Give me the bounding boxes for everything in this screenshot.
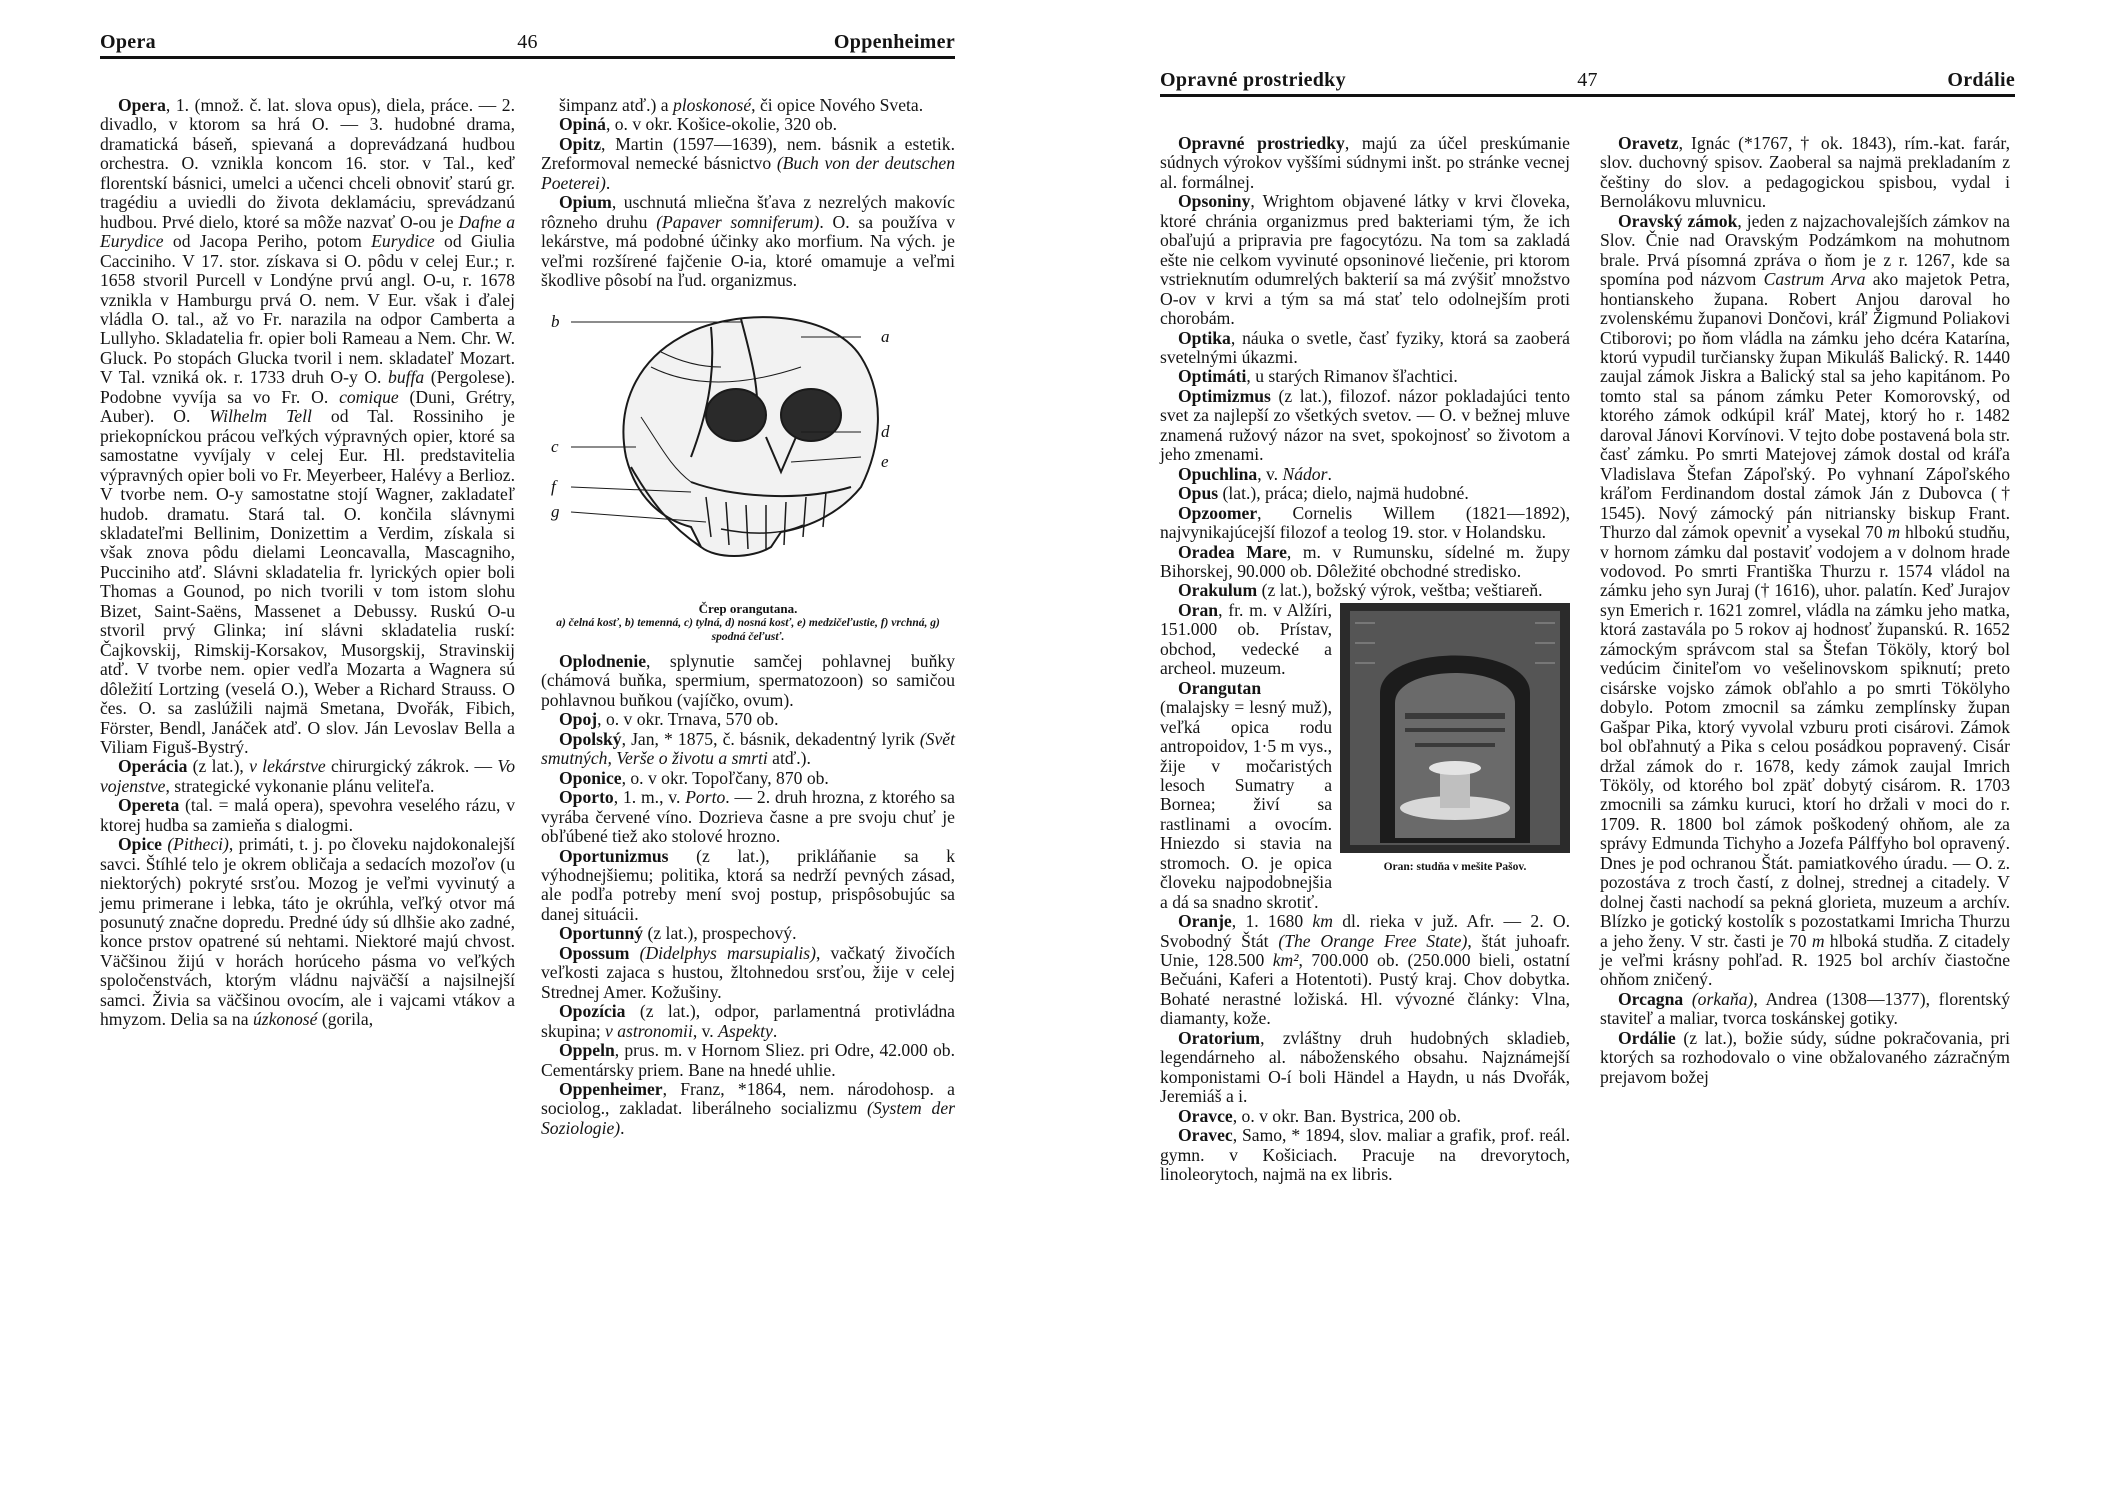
entry: Oradea Mare, m. v Rumunsku, sídelné m. župy Bihorskej, 90.000 ob. Dôležité obchodné stredisko. bbox=[1160, 541, 1570, 581]
entry: Orakulum (z lat.), božský výrok, veštba; veštiareň. bbox=[1178, 580, 1543, 601]
entry: Optika, náuka o svetle, časť fyziky, ktorá sa zaoberá svetelnými úkazmi. bbox=[1160, 327, 1570, 367]
entry: Opravné prostriedky, majú za účel preskúmanie súdnych výrokov vyššími súdnymi inšt. po stránke vecnej al. formálnej. bbox=[1160, 133, 1570, 192]
entry: Oravský zámok, jeden z najzachovalejších zámkov na Slov. Čnie nad Oravským Podzámkom na mohutnom brale. Prvá písomná zpráva o ňom je z r. 1267, kde sa spomína pod názvom Castrum Arva ako majetok Petra, hontianskeho župana. Robert Anjou daroval ho zvolenskému županovi Dončovi, kráľ Žigmund Poliakovi Ctiborovi; po ňom vládla na zámku jeho dcéra Katarína, ktorú vypudil turčiansky župan Mikuláš Balický. R. 1440 zaujal zámok Jiskra a Balický stal sa jeho kapitánom. Po tomto stal sa pánom zámku Peter Komorovský, od ktorého zámok odkúpil kráľ Matej, ktorý ho r. 1482 daroval Jánovi Korvínovi. V tejto dobe postavená bola str. časť zámku. Po smrti Matejovej zámok dostal od kráľa Vladislava Štefan Zápoľský. Po vyhnaní Zápoľského kráľom Ferdinandom dostal zámok Ján z Dubovca († 1545). Nový zámocký pán nitriansky biskup Frant. Thurzo dal zámok opevniť a vysekal 70 m hlbokú studňu, v hornom zámku dal postaviť vodojem a v dolnom hrade vodovod. Po smrti Františka Thurzu r. 1574 vládol na zámku jeho syn Juraj († 1616), uhor. palatín. Keď Jurajov syn Emerich r. 1621 zomrel, vládla na zámku jeho matka, ktorá zastavála po 5 rokov aj hodnosť županskú. R. 1652 zámockým správcom stal sa Štefan Tököly, ktorý bol vedúcim činiteľom vo vešelinovskom spiknutí; preto cisárske vojsko zámok obľahlo a po smrti Tökölyho dobylo. Potom zmocnil sa zámku zemplínsky župan Gašpar Pika, ktorý vyvolal vzburu proti cisárovi. Zámok bol obľahnutý a Pika s celou posádkou popravený. Cisár držal zámok do r. 1678, kedy zámok zaujal Imrich Tököly, od ktorého bol zpäť dobytý cisárom. R. 1703 zmocnili sa zámku kuruci, ktorí ho držali v moci do r. 1709. R. 1800 bol zámok poškodený ohňom, ale za správy Edmunda Tichyho a Jozefa Pálffyho bol opravený. Dnes je pod ochranou Štát. pamiatkového úradu. — O. z. pozostáva z troch častí, z dolnej, strednej a citadely. V dolnej časti nachodí sa pekná glorieta, muzeum a archív. Blízko je gotický kostolík s pozostatkami Imricha Thurzu a jeho ženy. V str. časti je 70 m hlboká studňa. Z citadely je veľmi krásny pohľad. R. 1925 bol archív čiastočne ohňom zničený. bbox=[1600, 210, 2010, 990]
entry: Opoj, o. v okr. Trnava, 570 ob. bbox=[559, 709, 779, 730]
entry: Oplodnenie, splynutie samčej pohlavnej buňky (chámová buňka, spermium, spermatozoon) so samičou pohlavnou buňkou (vajíčko, ovum). bbox=[541, 650, 955, 710]
oranje-text: Oranje, 1. 1680 km dl. rieka v juž. Afr. — 2. O. Svobodný Štát (The Orange Free State), štát juhoafr. Unie, 128.500 km², 700.000 ob. (250.000 bieli, ostatní Bečuáni, Kaferi a Hotentoti). Pustý kraj. Chov dobytka. Bohaté nerastné ložiská. Hl. vývozné články: Vlna, diamanty, kože. bbox=[1160, 911, 1571, 1029]
skull-label-b: b bbox=[551, 311, 560, 331]
skull-label-d: d bbox=[881, 421, 890, 441]
left-column-1 bbox=[100, 96, 515, 1471]
entry: Oravetz, Ignác (*1767, † ok. 1843), rím.-kat. farár, slov. duchovný spisov. Zaoberal sa najmä prekladaním z češtiny do slov. a pedagogickou spisbou, vydal i Bernolákovu mluvnicu. bbox=[1600, 133, 2010, 212]
orangutan-skull-figure bbox=[541, 297, 955, 644]
left-page-number: 46 bbox=[517, 31, 538, 53]
entry: Ordálie (z lat.), božie súdy, súdne pokračovania, pri ktorých sa rozhodovalo o vine obžalovaného zázračným prejavom božej bbox=[1600, 1027, 2010, 1087]
entry: Oppeln, prus. m. v Hornom Sliez. pri Odre, 42.000 ob. Cementársky priem. Bane na hnedé uhlie. bbox=[541, 1040, 955, 1080]
entry: Opozícia (z lat.), odpor, parlamentná protivládna skupina; v astronomii, v. Aspekty. bbox=[541, 1001, 955, 1041]
skull-label-a: a bbox=[881, 326, 890, 346]
entry: Opera, 1. (množ. č. lat. slova opus), diela, práce. — 2. divadlo, v ktorom sa hrá O. — 3. hudobné drama, dramatická báseň, spievaná a doprevádzaná hudbou orchestra. O. vznikla koncom 16. stor. v Tal., keď florentskí básnici, umelci a učenci chceli obnoviť starú gr. tragédiu a uviedli do života deklamáciu, sprevádzanú hudbou. Prvé dielo, ktoré sa môže nazvať O-ou je Dafne a Eurydice od Jacopa Periho, potom Eurydice od Giulia Cacciniho. V 17. stor. získava si O. pôdu v celej Eur.; r. 1658 stvoril Purcell v Londýne prvú angl. O-u, r. 1678 vznikla v Hamburgu prvá O. nem. V Eur. však i ďalej vládla O. tal., až vo Fr. narazila na odpor Camberta a Lullyho. Skladatelia fr. opier boli Rameau a Nem. Chr. W. Gluck. Po stopách Glucka tvoril i nem. skladateľ Mozart. V Tal. vzniká ok. r. 1733 druh O-y O. buffa (Pergolese). Podobne vyvíja sa vo Fr. O. comique (Duni, Grétry, Auber). O. Wilhelm Tell od Tal. Rossiniho je priekopníckou prácou veľkých výpravných opier, ktoré sa samostatne vyvíjaly v celej Eur. Hl. predstavitelia výpravných opier boli vo Fr. Meyerbeer, Halévy a Berlioz. V tvorbe nem. O-y samostatne stojí Wagner, zakladateľ hudob. dramatu. Stará tal. O. končila slávnymi skladateľmi Bellinim, Donizettim a Verdim, získala si však znova pôdu dielami Leoncavalla, Mascagniho, Pucciniho atď. Slávni skladatelia fr. lyrických opier boli Thomas a Gounod, po nich tvorili v tom istom slohu Bizet, Saint-Saëns, Massenet a Debussy. Ruskú O-u stvoril prvý Glinka; iní slávni skladatelia ruskí: Čajkovskij, Rimskij-Korsakov, Musorgskij, Stravinskij atď. V tvorbe nem. opier vedľa Mozarta a Wagnera sú dôležití Lortzing (veselá O.), Weber a Richard Strauss. O čes. O. sa zaslúžili najmä Smetana, Dvořák, Fibich, Förster, Bendl, Janáček atď. O slov. Ján Levoslav Bella a Viliam Figuš-Bystrý. bbox=[100, 95, 516, 757]
left-column-2 bbox=[541, 96, 955, 1471]
figure-caption: Črep orangutana. bbox=[698, 600, 798, 616]
entry: šimpanz atď.) a ploskonosé, či opice Nového Sveta. bbox=[559, 95, 924, 115]
right-column-1 bbox=[1160, 134, 1570, 1484]
entry: Oravec, Samo, * 1894, slov. maliar a grafik, prof. reál. gymn. v Košiciach. Pracuje na drevorytoch, linoleorytoch, najmä na ex libris. bbox=[1160, 1125, 1570, 1185]
entry: Opice (Pitheci), primáti, t. j. po človeku najdokonalejší savci. Štíhlé telo je okrem obličaja a sedacích mozoľov (u niektorých) pokryté srsťou. Mozog je veľmi vyvinutý a jemu primerane i lebka, táto je okrúhla, veľký otvor má posunutý značne dopredu. Predné údy sú dlhšie ako zadné, konce prstov opatrené sú nehtami. Niektoré majú chvost. Väčšinou žijú v horách horúceho pásma vo veľkých spoločenstvách, ktorým vládnu najväčší a najsilnejší samci. Živia sa väčšinou ovocím, ale i vajcami vtákov a hmyzom. Delia sa na úzkonosé (gorila, bbox=[100, 834, 515, 1030]
entry: Opus (lat.), práca; dielo, najmä hudobné. bbox=[1178, 483, 1469, 504]
entry: Opossum (Didelphys marsupialis), vačkatý živočích veľkosti zajaca s hustou, žltohnedou srsťou, žije v celej Strednej Amer. Kožušiny. bbox=[541, 942, 955, 1002]
left-page-header bbox=[100, 24, 955, 59]
orangutan-text: Orangutan (malajsky = lesný muž), veľká opica rodu antropoidov, 1·5 m vys., žije v močaristých lesoch Sumatry a Bornea; živí sa rastlinami a ovocím. Hniezdo si stavia na stromoch. O. je opica človeku najpodobnejšia a dá sa snadno skrotiť. bbox=[1160, 677, 1332, 912]
right-page-header bbox=[1160, 62, 2015, 97]
skull-label-g: g bbox=[551, 501, 560, 521]
left-header-left: Opera bbox=[100, 31, 156, 53]
entry: Opitz, Martin (1597—1639), nem. básnik a estetik. Zreformoval nemecké básnictvo (Buch von der deutschen Poeterei). bbox=[541, 133, 955, 193]
entry: Opuchlina, v. Nádor. bbox=[1178, 463, 1332, 484]
left-header-right: Oppenheimer bbox=[833, 31, 955, 53]
entry: Oportunný (z lat.), prospechový. bbox=[559, 923, 797, 944]
entry: Oravce, o. v okr. Ban. Bystrica, 200 ob. bbox=[1178, 1105, 1461, 1126]
oran-photo-box bbox=[1340, 603, 1570, 874]
skull-label-f: f bbox=[551, 476, 556, 496]
figure-legend: a) čelná kosť, b) temenná, c) tylná, d) nosná kosť, e) medzičeľustie, f) vrchná, g) spodná čeľusť. bbox=[556, 616, 940, 643]
right-header-right: Ordálie bbox=[1947, 69, 2015, 91]
oran-text: Oran, fr. m. v Alžíri, 151.000 ob. Prístav, obchod, vedecké a archeol. muzeum. bbox=[1160, 599, 1332, 679]
entry: Opzoomer, Cornelis Willem (1821—1892), najvynikajúcejší filozof a teolog 19. stor. v Holandsku. bbox=[1160, 502, 1570, 543]
right-header-left: Opravné prostriedky bbox=[1160, 69, 1346, 91]
entry: Oportunizmus (z lat.), prikláňanie sa k výhodnejšiemu; politika, ktorá sa nedrží pevných zásad, ale podľa potreby mení svoj postup, prispôsobujúc sa danej situácii. bbox=[541, 845, 955, 924]
skull-label-c: c bbox=[551, 436, 559, 456]
entry: Opiná, o. v okr. Košice-okolie, 320 ob. bbox=[559, 114, 838, 135]
entry: Oporto, 1. m., v. Porto. — 2. druh hrozna, z ktorého sa vyrába červené víno. Dozrieva časne a pre svoju chuť je obľúbené tiež ako stolové hrozno. bbox=[541, 787, 955, 847]
entry: Optimáti, u starých Rimanov šľachtici. bbox=[1178, 366, 1458, 387]
right-column-2 bbox=[1600, 134, 2010, 1484]
oran-photo-caption: Oran: studňa v mešite Pašov. bbox=[1383, 861, 1527, 874]
oran-mosque-well-photo bbox=[1340, 603, 1570, 853]
entry: Oratorium, zvláštny druh hudobných skladieb, legendárneho al. náboženského obsahu. Najznámejší komponistami O-í boli Händel a Haydn, u nás Dvořák, Jeremiáš a i. bbox=[1160, 1027, 1570, 1107]
skull-illustration bbox=[541, 297, 955, 597]
entry: Operácia (z lat.), v lekárstve chirurgický zákrok. — Vo vojenstve, strategické vykonanie plánu veliteľa. bbox=[100, 756, 516, 796]
entry: Opolský, Jan, * 1875, č. básnik, dekadentný lyrik (Svět smutných, Verše o životu a smrti atď.). bbox=[541, 728, 955, 769]
right-page bbox=[1055, 0, 2110, 1500]
entry: Oppenheimer, Franz, *1864, nem. národohosp. a sociolog., zakladat. liberálneho socializmu (System der Soziologie). bbox=[541, 1078, 955, 1138]
right-page-number: 47 bbox=[1577, 69, 1598, 91]
skull-label-e: e bbox=[881, 451, 889, 471]
entry: Orcagna (orkaňa), Andrea (1308—1377), florentský staviteľ a maliar, tvorca toskánskej gotiky. bbox=[1600, 988, 2010, 1029]
oran-entry bbox=[1160, 601, 1570, 1029]
entry: Opsoniny, Wrightom objavené látky v krvi človeka, ktoré chránia organizmus pred bakteriami tým, že ich obaľujú a pripravia pre fagocytózu. Na tom sa zakladá ešte nie celkom vyvinuté opsoninové liečenie, pri ktorom vstrieknutím odumrelých bakterií sa má zvýšiť množstvo O-ov v krvi a tým sa má stať telo odolnejším proti chorobám. bbox=[1160, 191, 1570, 329]
entry: Opium, uschnutá mliečna šťava z nezrelých makovíc rôzneho druhu (Papaver somniferum). O. sa používa v lekárstve, má podobné účinky ako morfium. Na vých. je veľmi rozšírené fajčenie O-ia, ktoré omamuje a veľmi škodlive pôsobí na ľud. organizmus. bbox=[541, 192, 955, 291]
entry: Oponice, o. v okr. Topoľčany, 870 ob. bbox=[559, 767, 829, 788]
entry: Optimizmus (z lat.), filozof. názor pokladajúci tento svet za najlepší zo všetkých svetov. — O. v bežnej mluve znamená ružový názor na svet, spokojnosť so životom a jeho zmenami. bbox=[1160, 385, 1570, 465]
entry: Opereta (tal. = malá opera), spevohra veselého rázu, v ktorej hudba sa zamieňa s dialogmi. bbox=[100, 795, 515, 835]
